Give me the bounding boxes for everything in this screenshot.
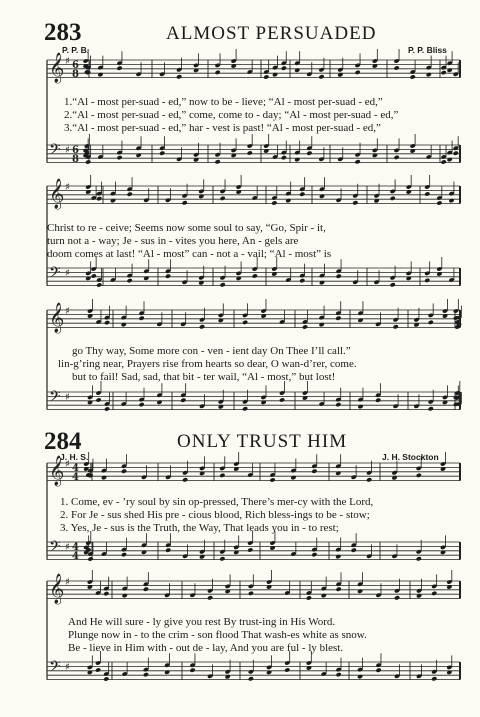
note-head [335, 316, 341, 321]
note-head [87, 556, 93, 561]
hymn-number: 284 [44, 428, 82, 455]
sharp-icon: ♯ [65, 268, 70, 279]
note-head [207, 595, 213, 600]
note-head [299, 192, 305, 197]
time-signature: 4 [72, 551, 79, 562]
note-head [431, 676, 437, 681]
treble-clef-icon: 𝄞 [49, 53, 65, 83]
note-head [441, 159, 447, 164]
note-head [165, 548, 171, 553]
time-signature: 6 [72, 60, 79, 71]
note-head [85, 159, 91, 164]
lyric-line: Be - lieve in Him with - out de - lay, And you are ful - ly blest. [68, 642, 344, 654]
note-head [453, 151, 459, 156]
note-head [242, 406, 248, 411]
note-head [355, 159, 361, 164]
note-head [104, 406, 110, 411]
note-head [318, 74, 324, 79]
note-head [393, 324, 399, 329]
note-head [220, 282, 226, 287]
note-head [97, 72, 103, 77]
note-head [116, 66, 122, 71]
lyric-line: 1.“Al - most per-suad - ed,” now to be - lieve; “Al - most per-suad - ed,” [64, 96, 383, 108]
note-head [375, 668, 381, 673]
note-head [375, 398, 381, 403]
note-head [424, 278, 430, 283]
lyric-line: doom comes at last! “Al - most” can - not a - vail; “Al - most” is [47, 248, 332, 260]
note-head [110, 198, 116, 203]
note-head [336, 587, 342, 592]
note-head [116, 155, 122, 160]
note-head [182, 477, 188, 482]
note-head [91, 273, 97, 278]
note-head [352, 200, 358, 205]
note-head [357, 589, 363, 594]
note-head [141, 550, 147, 555]
note-head [281, 66, 287, 71]
sharp-icon: ♯ [65, 392, 70, 403]
sharp-icon: ♯ [65, 182, 70, 193]
bass-clef-icon: 𝄢 [49, 388, 61, 409]
time-signature: 4 [72, 542, 79, 553]
note-head [199, 324, 205, 329]
note-head [394, 155, 400, 160]
note-head [139, 402, 145, 407]
sharp-icon: ♯ [65, 662, 70, 673]
note-head [441, 70, 447, 75]
bass-clef-icon: 𝄢 [49, 264, 61, 285]
note-head [95, 397, 101, 402]
note-head [279, 397, 285, 402]
time-signature: 8 [72, 69, 79, 80]
note-head [103, 676, 109, 681]
note-head [143, 672, 149, 677]
note-head [306, 595, 312, 600]
note-head [121, 469, 127, 474]
note-head [269, 477, 275, 482]
time-signature: 8 [72, 154, 79, 165]
lyric-line: And He will sure - ly give you rest By trust-ing in His Word. [68, 616, 336, 628]
note-head [428, 406, 434, 411]
note-head [219, 473, 225, 478]
music-credit: P. P. Bliss [408, 45, 447, 55]
note-head [139, 316, 145, 321]
time-signature: 4 [72, 472, 79, 483]
note-head [394, 595, 400, 600]
note-head [215, 159, 221, 164]
note-head [335, 554, 341, 559]
note-head [96, 196, 102, 201]
note-head [242, 320, 248, 325]
note-head [182, 200, 188, 205]
sharp-icon: ♯ [65, 56, 70, 67]
note-head [394, 65, 400, 70]
lyric-line: go Thy way, Some more con - ven - ient day On Thee I’ll call.” [72, 345, 351, 357]
note-head [290, 475, 296, 480]
note-head [285, 198, 291, 203]
note-head [127, 192, 133, 197]
note-head [215, 70, 221, 75]
note-head [416, 556, 422, 561]
note-head [294, 157, 300, 162]
bass-clef-icon: 𝄢 [49, 141, 61, 162]
note-head [103, 591, 109, 596]
note-head [424, 191, 430, 196]
note-head [281, 155, 287, 160]
note-head [321, 593, 327, 598]
note-head [311, 552, 317, 557]
note-head [143, 276, 149, 281]
note-head [390, 282, 396, 287]
note-head [366, 477, 372, 482]
note-head [122, 593, 128, 598]
note-head [95, 667, 101, 672]
note-head [319, 194, 325, 199]
time-signature: 4 [72, 463, 79, 474]
note-head [156, 400, 162, 405]
note-head [416, 473, 422, 478]
note-head [357, 674, 363, 679]
treble-clef-icon: 𝄞 [49, 456, 65, 486]
note-head [311, 469, 317, 474]
note-head [426, 72, 432, 77]
note-head [306, 151, 312, 156]
note-head [96, 282, 102, 287]
note-head [436, 200, 442, 205]
note-head [252, 273, 258, 278]
note-head [272, 72, 278, 77]
note-head [136, 153, 142, 158]
note-head [390, 196, 396, 201]
lyric-line: 1. Come, ev - ’ry soul by sin op-pressed, There’s mer-cy with the Lord, [60, 496, 374, 508]
music-credit: J. H. Stockton [382, 452, 439, 462]
lyric-line: 2. For Je - sus shed His pre - cious blood, Rich bless-ings to be - stow; [60, 509, 370, 521]
note-head [180, 398, 186, 403]
note-head [351, 548, 357, 553]
treble-clef-icon: 𝄞 [49, 574, 65, 604]
treble-clef-icon: 𝄞 [49, 179, 65, 209]
note-head [294, 68, 300, 73]
note-head [176, 74, 182, 79]
lyric-line: Christ to re - ceive; Seems now some soul to say, “Go, Spir - it, [47, 222, 326, 234]
note-head [189, 668, 195, 673]
lyric-line: but to fail! Sad, sad, that bit - ter wail, “Al - most,” but lost! [72, 371, 336, 383]
note-head [302, 324, 308, 329]
sharp-icon: ♯ [65, 306, 70, 317]
note-head [159, 151, 165, 156]
sharp-icon: ♯ [65, 542, 70, 553]
note-head [357, 404, 363, 409]
hymn-number: 283 [44, 19, 82, 46]
note-head [165, 274, 171, 279]
note-head [319, 280, 325, 285]
sharp-icon: ♯ [65, 145, 70, 156]
note-head [121, 552, 127, 557]
time-signature: 6 [72, 145, 79, 156]
hymn-title: ALMOST PERSUADED [166, 23, 377, 44]
note-head [355, 70, 361, 75]
note-head [247, 150, 253, 155]
hymn-title: ONLY TRUST HIM [177, 431, 348, 452]
lyric-line: 3. Yes, Je - sus is the Truth, the Way, That leads you in - to rest; [60, 522, 339, 534]
sharp-icon: ♯ [65, 577, 70, 588]
note-head [410, 74, 416, 79]
note-head [248, 591, 254, 596]
note-head [428, 320, 434, 325]
note-head [104, 320, 110, 325]
note-head [335, 471, 341, 476]
note-head [357, 318, 363, 323]
note-head [431, 591, 437, 596]
note-head [247, 547, 253, 552]
note-head [447, 68, 453, 73]
note-head [127, 278, 133, 283]
lyric-line: lin-g’ring near, Prayers rise from hearts so dear, O wan-d’rer, come. [58, 358, 357, 370]
sharp-icon: ♯ [65, 459, 70, 470]
note-head [319, 322, 325, 327]
lyric-line: turn not a - way; Je - sus in - vites you here, An - gels are [47, 235, 299, 247]
note-head [219, 556, 225, 561]
bass-clef-icon: 𝄢 [49, 658, 61, 679]
note-head [248, 676, 254, 681]
treble-clef-icon: 𝄞 [49, 303, 65, 333]
note-head [220, 196, 226, 201]
lyric-line: Plunge now in - to the crim - son flood That wash-es white as snow. [68, 629, 367, 641]
bass-clef-icon: 𝄢 [49, 538, 61, 559]
note-head [448, 198, 454, 203]
note-head [164, 670, 170, 675]
note-head [284, 667, 290, 672]
lyric-line: 2.“Al - most per-suad - ed,” come, come to - day; “Al - most per-suad - ed,” [64, 109, 399, 121]
note-head [447, 157, 453, 162]
note-head [121, 322, 127, 327]
note-head [336, 672, 342, 677]
note-head [263, 74, 269, 79]
note-head [335, 402, 341, 407]
note-head [101, 475, 107, 480]
words-credit: J. H. S. [60, 452, 89, 462]
note-head [143, 587, 149, 592]
words-credit: P. P. B. [62, 45, 90, 55]
lyric-line: 3.“Al - most per-suad - ed,” har - vest is past! “Al - most per-suad - ed,” [64, 122, 381, 134]
note-head [336, 274, 342, 279]
note-head [271, 200, 277, 205]
note-head [299, 278, 305, 283]
